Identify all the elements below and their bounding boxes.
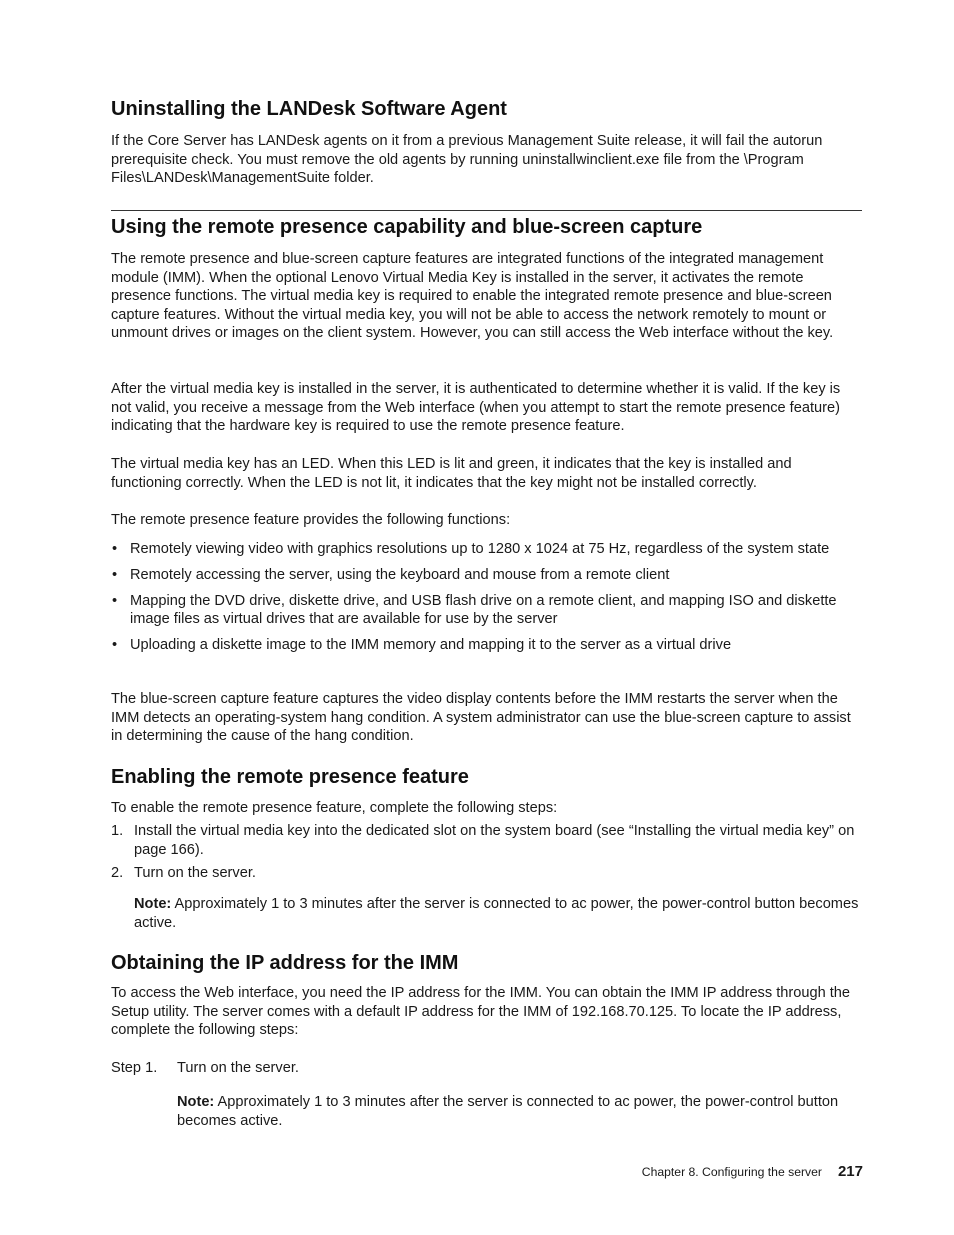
paragraph-enable-intro: To enable the remote presence feature, complete the following steps: xyxy=(111,800,558,816)
note-text: Approximately 1 to 3 minutes after the server is connected to ac power, the power-control button becomes active. xyxy=(177,1094,839,1129)
step-text: Install the virtual media key into the dedicated slot on the system board (see “Installing the virtual media key” on page 166). xyxy=(134,823,855,858)
section-heading-obtain-ip: Obtaining the IP address for the IMM xyxy=(111,952,459,974)
functions-list xyxy=(111,540,863,662)
page-footer xyxy=(642,1163,863,1181)
list-item xyxy=(111,566,863,585)
list-item xyxy=(111,822,863,859)
paragraph-led: The virtual media key has an LED. When this LED is lit and green, it indicates that the key is installed and functioning correctly. When the LED is not lit, it indicates that the key might not be installed correctly. xyxy=(111,456,792,491)
bullet-icon: • xyxy=(112,566,118,583)
paragraph-functions-intro: The remote presence feature provides the following functions: xyxy=(111,512,511,528)
ip-step-1 xyxy=(111,1059,863,1078)
list-item-text: Uploading a diskette image to the IMM memory and mapping it to the server as a virtual drive xyxy=(130,636,732,653)
footer-chapter: Chapter 8. Configuring the server xyxy=(641,1165,822,1179)
step-text: Turn on the server. xyxy=(177,1060,299,1076)
page-number: 217 xyxy=(837,1163,863,1180)
enable-steps-list xyxy=(111,822,863,888)
list-item xyxy=(111,592,863,629)
list-item xyxy=(111,636,863,655)
list-item-text: Mapping the DVD drive, diskette drive, and USB flash drive on a remote client, and mapping ISO and diskette image files as virtual drives that are available for use by the server xyxy=(130,592,837,628)
section-divider xyxy=(111,210,862,211)
bullet-icon: • xyxy=(112,592,118,609)
note-ip xyxy=(177,1093,863,1130)
section-heading-enable-remote-presence: Enabling the remote presence feature xyxy=(111,766,469,788)
paragraph-uninstall: If the Core Server has LANDesk agents on it from a previous Management Suite release, it will fail the autorun prerequisite check. You must remove the old agents by running uninstallwinclient.exe file from the \Program Files\LANDesk\ManagementSuite folder. xyxy=(111,133,823,187)
paragraph-remote-presence-intro: The remote presence and blue-screen capture features are integrated functions of the integrated management module (IMM). When the optional Lenovo Virtual Media Key is installed in the server, it activates the remote presence functions. The virtual media key is required to enable the integrated remote presence and blue-screen capture features. Without the virtual media key, you will not be able to access the network remotely to mount or unmount drives or images on the client system. However, you can still access the Web interface without the key. xyxy=(111,251,834,342)
paragraph-blue-screen-capture: The blue-screen capture feature captures the video display contents before the IMM restarts the server when the IMM detects an operating-system hang condition. A system administrator can use the blue-screen capture to assist in determining the cause of the hang condition. xyxy=(111,691,851,745)
list-item xyxy=(111,540,863,559)
step-label: Step 1. xyxy=(111,1060,158,1076)
bullet-icon: • xyxy=(112,636,118,653)
note-label: Note: xyxy=(134,896,172,912)
note-text: Approximately 1 to 3 minutes after the server is connected to ac power, the power-control button becomes active. xyxy=(134,896,859,931)
section-heading-uninstall: Uninstalling the LANDesk Software Agent xyxy=(111,98,507,120)
note-enable xyxy=(134,895,863,932)
list-item xyxy=(111,864,863,883)
step-number: 1. xyxy=(111,823,124,839)
step-number: 2. xyxy=(111,865,124,882)
list-item-text: Remotely accessing the server, using the keyboard and mouse from a remote client xyxy=(130,566,670,583)
note-label: Note: xyxy=(177,1094,215,1110)
paragraph-obtain-ip: To access the Web interface, you need the IP address for the IMM. You can obtain the IMM IP address through the Setup utility. The server comes with a default IP address for the IMM of 192.168.70.125. To locate the IP address, complete the following steps: xyxy=(111,985,851,1039)
paragraph-virtual-media-key-auth: After the virtual media key is installed in the server, it is authenticated to determine whether it is valid. If the key is not valid, you receive a message from the Web interface (when you attempt to start the remote presence feature) indicating that the hardware key is required to use the remote presence feature. xyxy=(111,381,841,435)
list-item-text: Remotely viewing video with graphics resolutions up to 1280 x 1024 at 75 Hz, regardless of the system state xyxy=(130,541,830,557)
step-text: Turn on the server. xyxy=(134,865,256,882)
section-heading-remote-presence: Using the remote presence capability and blue-screen capture xyxy=(111,216,703,238)
bullet-icon: • xyxy=(112,541,118,557)
